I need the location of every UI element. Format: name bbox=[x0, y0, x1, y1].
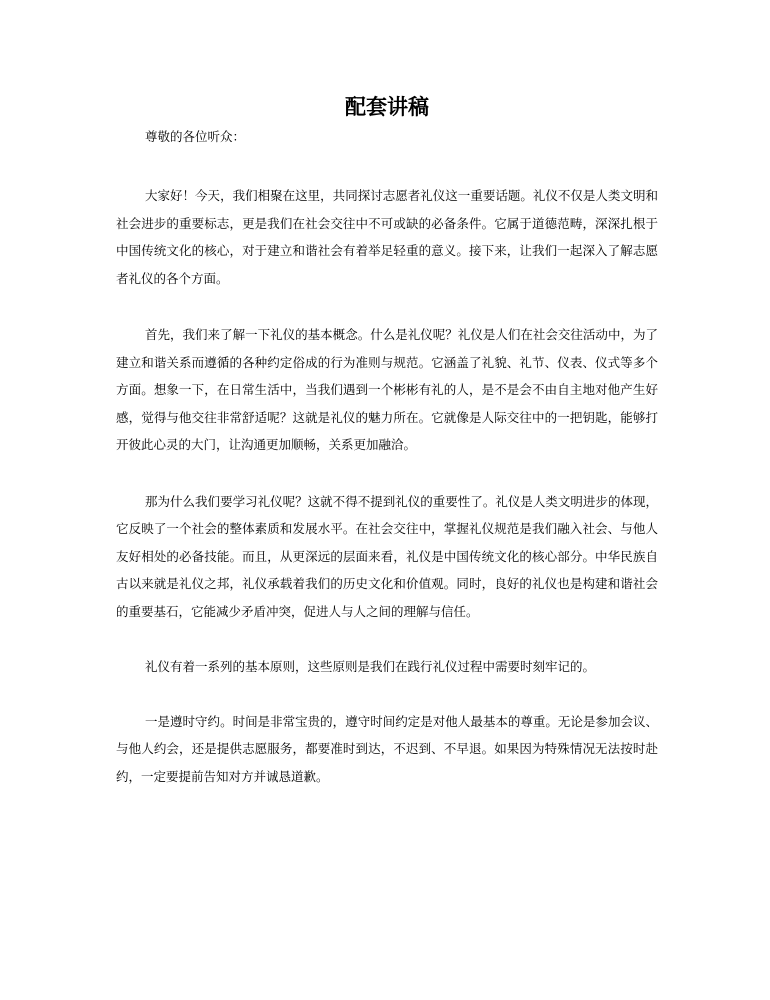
paragraph-importance: 那为什么我们要学习礼仪呢？这就不得不提到礼仪的重要性了。礼仪是人类文明进步的体现，它反映了一个社会的整体素质和发展水平。在社会交往中，掌握礼仪规范是我们融入社会、与他人友好相处的必备技能。而且，从更深远的层面来看，礼仪是中国传统文化的核心部分。中华民族自古以来就是礼仪之邦，礼仪承载着我们的历史文化和价值观。同时，良好的礼仪也是构建和谐社会的重要基石，它能减少矛盾冲突，促进人与人之间的理解与信任。 bbox=[116, 493, 658, 619]
salutation: 尊敬的各位听众： bbox=[145, 129, 246, 144]
document-title: 配套讲稿 bbox=[345, 94, 429, 119]
paragraph-principles: 礼仪有着一系列的基本原则，这些原则是我们在践行礼仪过程中需要时刻牢记的。 bbox=[145, 659, 596, 674]
paragraph-concept: 首先，我们来了解一下礼仪的基本概念。什么是礼仪呢？礼仪是人们在社会交往活动中，为了建立和谐关系而遵循的各种约定俗成的行为准则与规范。它涵盖了礼貌、礼节、仪表、仪式等多个方面。想象一下，在日常生活中，当我们遇到一个彬彬有礼的人，是不是会不由自主地对他产生好感，觉得与他交往非常舒适呢？这就是礼仪的魅力所在。它就像是人际交往中的一把钥匙，能够打开彼此心灵的大门，让沟通更加顺畅，关系更加融洽。 bbox=[116, 327, 658, 452]
paragraph-intro: 大家好！今天，我们相聚在这里，共同探讨志愿者礼仪这一重要话题。礼仪不仅是人类文明和社会进步的重要标志，更是我们在社会交往中不可或缺的必备条件。它属于道德范畴，深深扎根于中国传统文化的核心，对于建立和谐社会有着举足轻重的意义。接下来，让我们一起深入了解志愿者礼仪的各个方面。 bbox=[116, 188, 658, 286]
document-body bbox=[116, 90, 658, 790]
paragraph-punctuality: 一是遵时守约。时间是非常宝贵的，遵守时间约定是对他人最基本的尊重。无论是参加会议、与他人约会，还是提供志愿服务，都要准时到达，不迟到、不早退。如果因为特殊情况无法按时赴约，一定要提前告知对方并诚恳道歉。 bbox=[116, 713, 658, 784]
